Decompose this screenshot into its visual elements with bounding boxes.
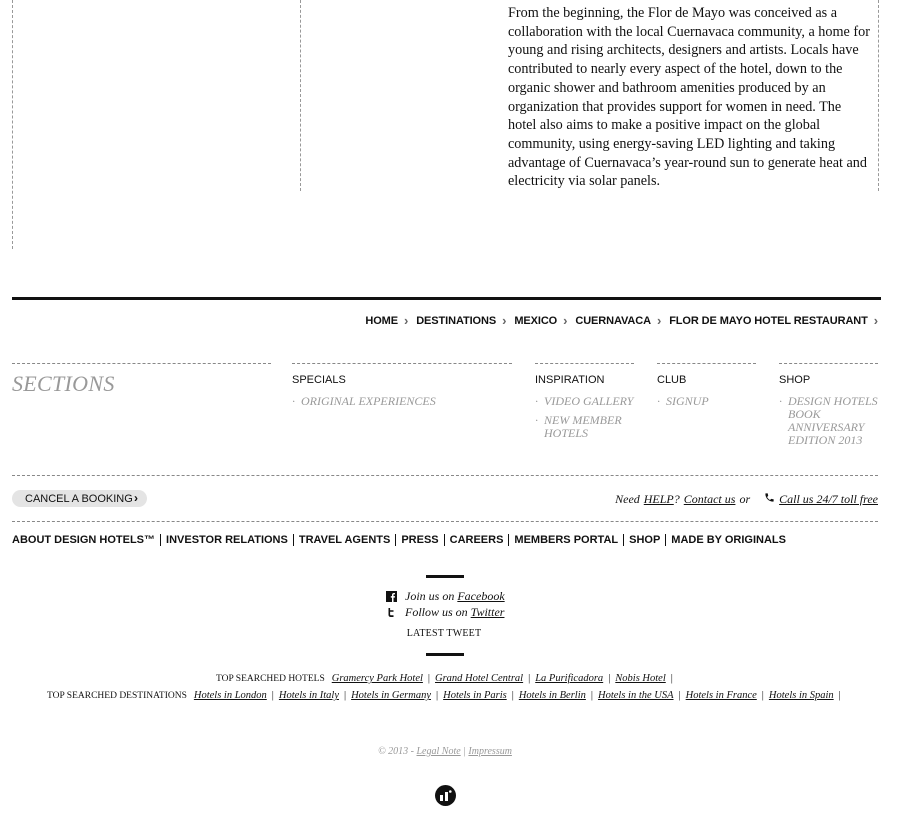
footer-nav-link[interactable]: SHOP — [629, 534, 661, 546]
footer-nav-link[interactable]: MEMBERS PORTAL — [514, 534, 619, 546]
shop-rule — [779, 363, 878, 364]
top-searched-link[interactable]: Hotels in Italy — [278, 690, 339, 701]
club-column — [657, 374, 756, 414]
footer-nav-divider — [293, 534, 294, 546]
contact-us-link[interactable]: Contact us — [683, 492, 736, 506]
content-frame-line-middle — [300, 0, 301, 191]
top-searched-divider: | — [343, 690, 347, 701]
footer-nav — [12, 534, 786, 546]
chevron-right-icon: › — [134, 491, 138, 505]
breadcrumb — [365, 313, 880, 328]
club-link[interactable]: · SIGNUP — [657, 395, 756, 408]
top-searched-divider: | — [436, 690, 439, 701]
top-searched-divider: | — [761, 690, 764, 701]
top-searched-label: TOP SEARCHED DESTINATIONS — [47, 690, 187, 701]
sections-bottom-rule — [12, 475, 878, 476]
top-searched-divider: | — [528, 673, 531, 684]
cancel-booking-label: CANCEL A BOOKING — [25, 492, 133, 505]
club-heading: CLUB — [657, 374, 687, 386]
top-searched-link[interactable]: Hotels in Paris — [443, 690, 507, 701]
footer-nav-divider — [395, 534, 396, 546]
chevron-right-icon: › — [563, 313, 568, 328]
social-bottom-bar — [426, 653, 464, 656]
help-need-text: Need — [615, 492, 640, 506]
top-searched-divider: | — [511, 690, 514, 701]
inspiration-column — [535, 374, 634, 446]
specials-heading: SPECIALS — [292, 374, 346, 386]
top-destinations-line — [47, 690, 846, 701]
cancel-booking-button[interactable] — [12, 490, 147, 507]
top-searched-divider: | — [838, 690, 841, 701]
content-frame-line-left — [12, 0, 13, 249]
breadcrumb-item[interactable]: FLOR DE MAYO HOTEL RESTAURANT — [669, 314, 868, 327]
copyright-text: © 2013 - — [378, 746, 414, 757]
copyright-sep: | — [463, 746, 466, 757]
chevron-right-icon: › — [873, 313, 878, 328]
twitter-prefix: Follow us on — [405, 605, 468, 619]
top-searched-link[interactable]: Nobis Hotel — [615, 673, 666, 684]
footer-top-rule — [12, 297, 881, 300]
top-searched-link[interactable]: Hotels in London — [193, 690, 267, 701]
specials-column — [292, 374, 512, 414]
footer-nav-divider — [160, 534, 161, 546]
inspiration-heading: INSPIRATION — [535, 374, 605, 386]
top-searched-divider: | — [670, 673, 673, 684]
top-hotels-line — [216, 673, 678, 684]
footer-nav-link[interactable]: TRAVEL AGENTS — [298, 534, 391, 546]
help-bottom-rule — [12, 521, 878, 522]
chevron-right-icon: › — [403, 313, 409, 328]
footer-nav-link[interactable]: PRESS — [401, 534, 439, 546]
facebook-line — [386, 589, 505, 604]
footer-nav-divider — [508, 534, 509, 546]
chevron-right-icon: › — [656, 313, 662, 328]
inspiration-link[interactable]: · VIDEO GALLERY — [535, 395, 634, 408]
top-searched-link[interactable]: Hotels in Berlin — [518, 690, 586, 701]
footer-nav-divider — [623, 534, 624, 546]
twitter-link[interactable]: Twitter — [470, 605, 505, 619]
top-searched-link[interactable]: Hotels in France — [685, 690, 757, 701]
legal-note-link[interactable]: Legal Note — [416, 746, 461, 757]
club-rule — [657, 363, 756, 364]
facebook-icon — [386, 591, 397, 602]
chevron-right-icon: › — [502, 313, 507, 328]
breadcrumb-item[interactable]: CUERNAVACA — [575, 314, 651, 327]
facebook-prefix: Join us on — [405, 589, 455, 603]
specials-rule — [292, 363, 512, 364]
top-searched-divider: | — [678, 690, 681, 701]
content-frame-line-right — [878, 0, 879, 191]
social-top-bar — [426, 575, 464, 578]
footer-nav-link[interactable]: ABOUT DESIGN HOTELS™ — [12, 534, 156, 546]
shop-heading: SHOP — [779, 374, 811, 386]
top-searched-label: TOP SEARCHED HOTELS — [216, 673, 325, 684]
twitter-line — [386, 605, 504, 620]
inspiration-link[interactable]: · NEW MEMBER HOTELS — [535, 414, 634, 440]
breadcrumb-item[interactable]: MEXICO — [514, 314, 558, 327]
top-searched-divider: | — [427, 673, 431, 684]
help-link[interactable]: HELP — [643, 492, 674, 506]
top-searched-divider: | — [590, 690, 593, 701]
twitter-icon — [386, 607, 397, 618]
sections-rule — [12, 363, 271, 364]
hotel-description: From the beginning, the Flor de Mayo was conceived as a collaboration with the local Cuernavaca community, a home for young and rising architects, designers and artists. Locals have contributed to nearly every aspect of the hotel, down to the organic shower and bathroom amenities produced by an organization that provides support for women in need. The hotel also aims to make a positive impact on the global community, using energy-saving LED lighting and taking advantage of Cuernavaca’s year-round sun to generate heat and electricity via solar panels. — [508, 5, 870, 190]
footer-nav-divider — [665, 534, 666, 546]
top-searched-divider: | — [608, 673, 611, 684]
top-searched-link[interactable]: Gramercy Park Hotel — [331, 673, 423, 684]
design-hotels-logo-icon[interactable] — [435, 785, 456, 806]
footer-nav-link[interactable]: INVESTOR RELATIONS — [166, 534, 288, 546]
footer-nav-link[interactable]: MADE BY ORIGINALS — [671, 534, 786, 546]
impressum-link[interactable]: Impressum — [468, 746, 512, 757]
facebook-link[interactable]: Facebook — [457, 589, 505, 603]
sections-title: SECTIONS — [12, 371, 115, 396]
inspiration-rule — [535, 363, 634, 364]
top-searched-link[interactable]: La Purificadora — [535, 673, 604, 684]
help-or-text: or — [739, 492, 751, 506]
call-us-link[interactable]: Call us 24/7 toll free — [779, 492, 878, 506]
footer-nav-divider — [444, 534, 445, 546]
latest-tweet-label: LATEST TWEET — [406, 628, 482, 639]
copyright-line — [0, 746, 890, 757]
top-searched-divider: | — [271, 690, 274, 701]
specials-link[interactable]: · ORIGINAL EXPERIENCES — [292, 395, 512, 408]
shop-column — [779, 374, 878, 453]
breadcrumb-item[interactable]: HOME — [365, 314, 398, 327]
top-searched-link[interactable]: Hotels in Germany — [351, 690, 431, 701]
top-searched-link[interactable]: Grand Hotel Central — [435, 673, 524, 684]
top-searched-link[interactable]: Hotels in the USA — [598, 690, 674, 701]
breadcrumb-item[interactable]: DESTINATIONS — [416, 314, 497, 327]
shop-link[interactable]: · DESIGN HOTELS BOOK ANNIVERSARY EDITION 2013 — [779, 395, 878, 447]
top-searched-link[interactable]: Hotels in Spain — [768, 690, 834, 701]
help-question-mark: ? — [673, 492, 680, 506]
help-line — [615, 492, 878, 507]
footer-nav-link[interactable]: CAREERS — [449, 534, 504, 546]
phone-icon — [764, 492, 775, 507]
